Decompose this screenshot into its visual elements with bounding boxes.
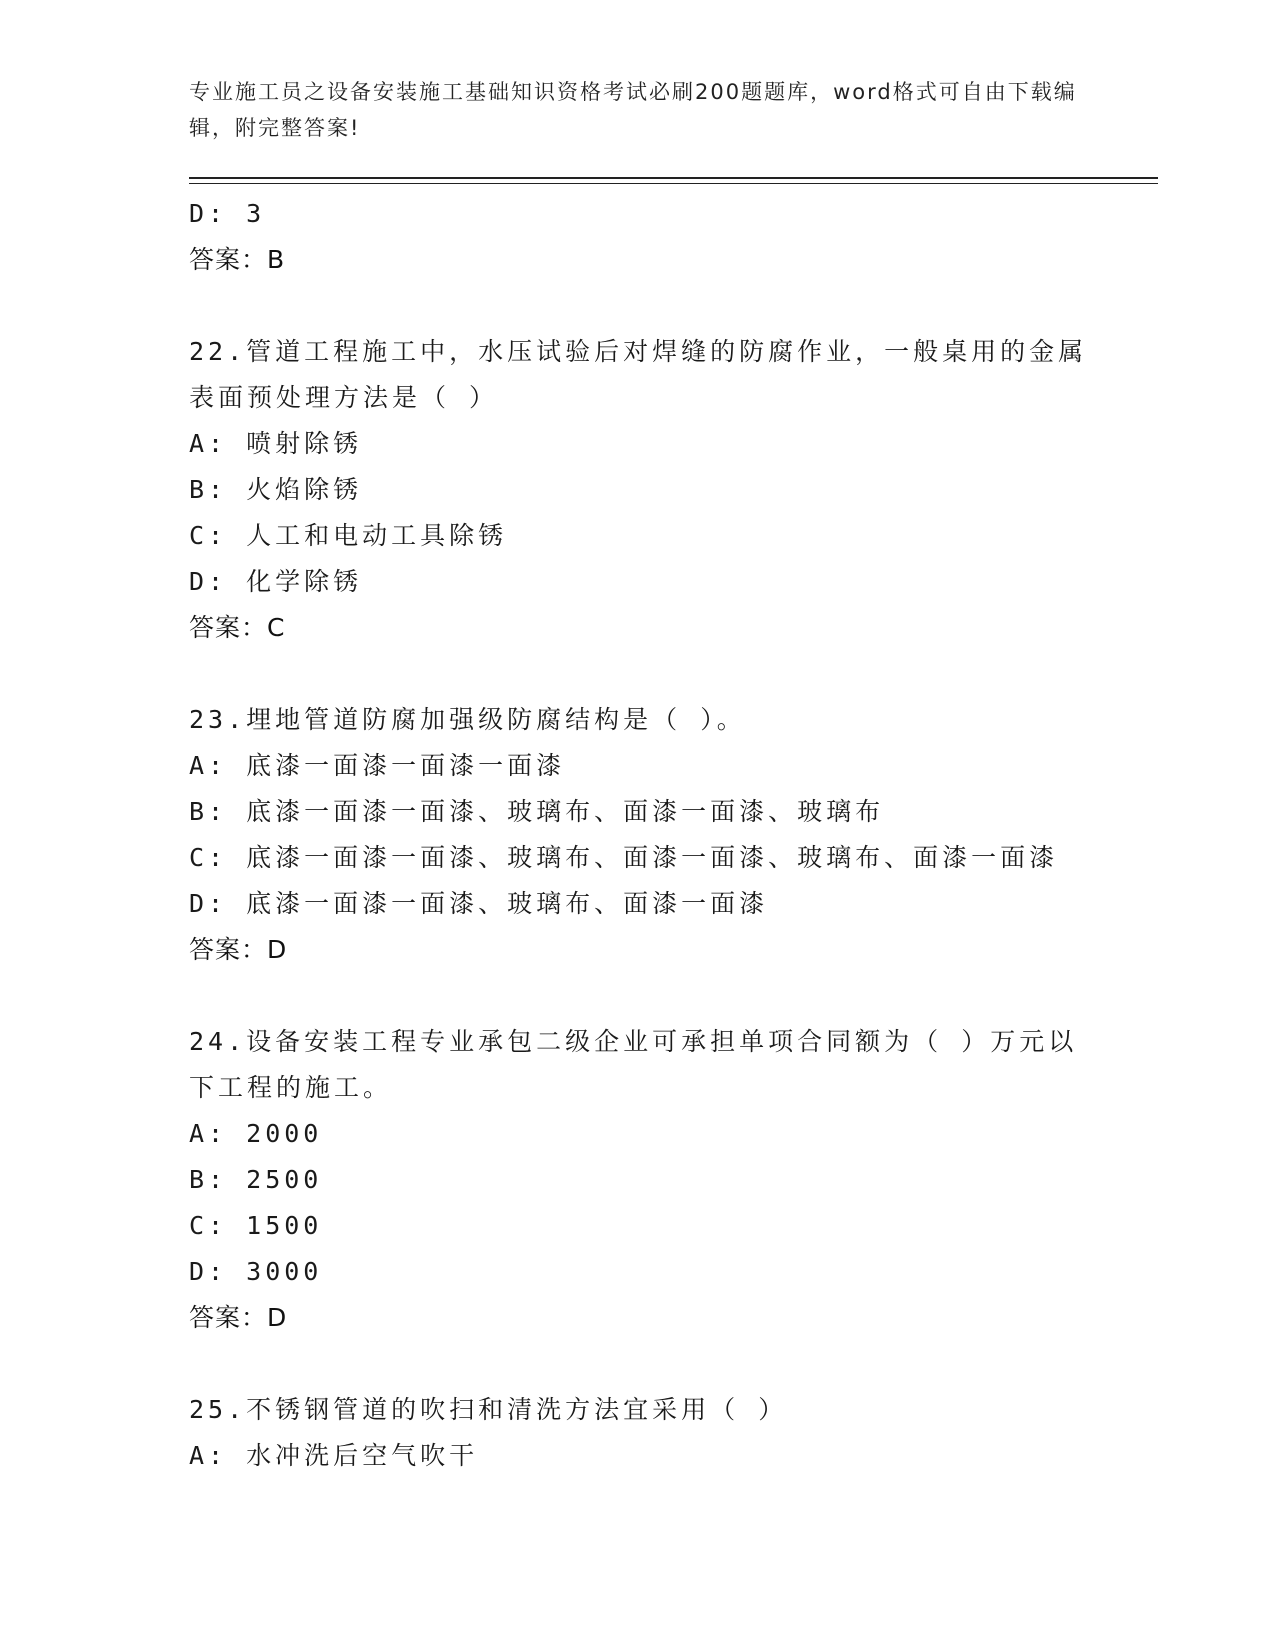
answer: 答案：D (189, 935, 288, 964)
option-b: B: 2500 (189, 1165, 323, 1194)
option-b: B: 底漆一面漆一面漆、玻璃布、面漆一面漆、玻璃布 (189, 797, 885, 826)
question-stem: 22.管道工程施工中，水压试验后对焊缝的防腐作业，一般桌用的金属表面预处理方法是（ ） (189, 337, 1088, 412)
spacer (189, 973, 1159, 1019)
option-b: B: 火焰除锈 (189, 475, 363, 504)
question-stem: 25.不锈钢管道的吹扫和清洗方法宜采用（ ） (189, 1395, 788, 1424)
question-25 (189, 1387, 1159, 1479)
question-24 (189, 1019, 1159, 1341)
prev-option-d: D: 3 (189, 199, 266, 228)
question-stem: 23.埋地管道防腐加强级防腐结构是（ ）。 (189, 705, 746, 734)
header-rule-thick (189, 177, 1158, 179)
option-a: A: 底漆一面漆一面漆一面漆 (189, 751, 566, 780)
option-c: C: 人工和电动工具除锈 (189, 521, 508, 550)
option-d: D: 3000 (189, 1257, 323, 1286)
answer: 答案：C (189, 613, 286, 642)
option-a: A: 喷射除锈 (189, 429, 363, 458)
option-a: A: 水冲洗后空气吹干 (189, 1441, 479, 1470)
option-d: D: 底漆一面漆一面漆、玻璃布、面漆一面漆 (189, 889, 769, 918)
prev-answer: 答案：B (189, 245, 286, 274)
document-header: 专业施工员之设备安装施工基础知识资格考试必刷200题题库，word格式可自由下载编辑，附完整答案! (189, 80, 1077, 140)
header-rule-thin (189, 183, 1158, 184)
spacer (189, 1341, 1159, 1387)
spacer (189, 283, 1159, 329)
option-c: C: 底漆一面漆一面漆、玻璃布、面漆一面漆、玻璃布、面漆一面漆 (189, 843, 1059, 872)
question-list (189, 191, 1159, 1479)
option-d: D: 化学除锈 (189, 567, 363, 596)
answer: 答案：D (189, 1303, 288, 1332)
question-stem: 24.设备安装工程专业承包二级企业可承担单项合同额为（ ）万元以下工程的施工。 (189, 1027, 1078, 1102)
option-a: A: 2000 (189, 1119, 323, 1148)
option-c: C: 1500 (189, 1211, 323, 1240)
question-23 (189, 697, 1159, 973)
question-22 (189, 329, 1159, 651)
spacer (189, 651, 1159, 697)
